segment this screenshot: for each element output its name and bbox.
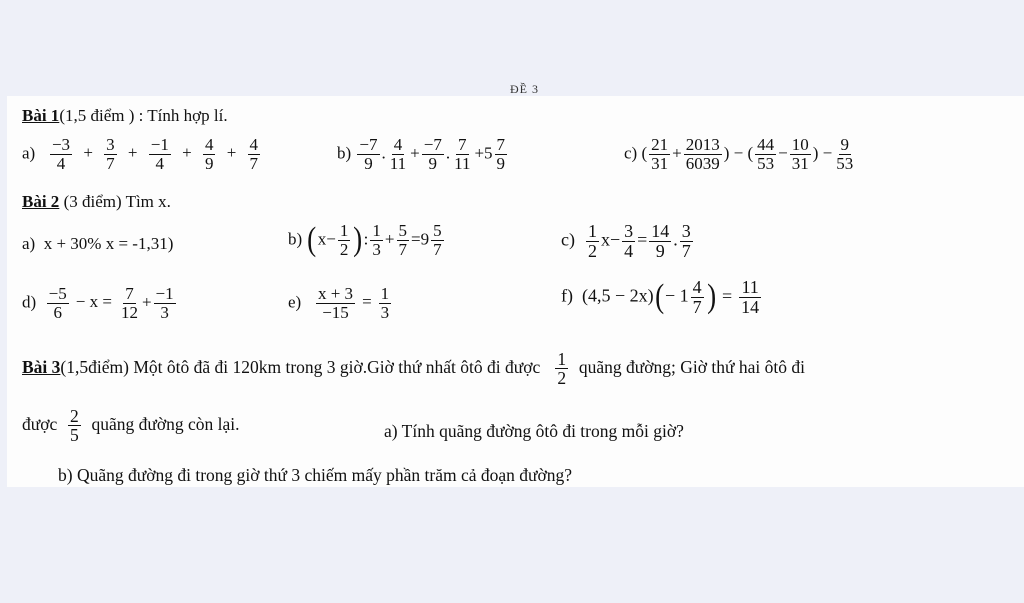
fraction: $\frac{x + 3}{-15}$ bbox=[317, 284, 354, 322]
fraction: $\frac{1}{2}$ bbox=[339, 221, 349, 259]
bai2-d-label: d) bbox=[22, 292, 37, 312]
fraction: $\frac{14}{9}$ bbox=[651, 221, 670, 261]
fraction: $\frac{3}{4}$ bbox=[624, 221, 634, 261]
fraction: $\frac{1}{2}$ bbox=[587, 221, 597, 261]
fraction: $\frac{44}{53}$ bbox=[757, 135, 775, 173]
bai2-heading bbox=[22, 192, 171, 212]
fraction: $\frac{-1}{3}$ bbox=[155, 284, 174, 322]
fraction: $\frac{1}{2}$ bbox=[557, 349, 567, 389]
bai3-number: Bài 3 bbox=[22, 356, 61, 377]
fraction: $\frac{21}{31}$ bbox=[651, 135, 669, 173]
bai1-c-label: c) bbox=[624, 143, 638, 163]
bai1-b-label: b) bbox=[337, 143, 352, 163]
bai1-item-c: c) ( $\frac{21}{31}$ + $\frac{2013}{6039}$ ) − ( $\frac{44}{53}$ − $\frac{10}{31}$ ) − $\frac{9}{53}$ bbox=[624, 135, 854, 173]
fraction: $\frac{-7}{9}$ bbox=[359, 135, 378, 173]
fraction: $\frac{1}{3}$ bbox=[372, 221, 381, 259]
bai2-a-equation: x + 30% x = -1,31) bbox=[43, 234, 174, 253]
fraction: $\frac{1}{3}$ bbox=[380, 284, 390, 322]
fraction: $\frac{4}{7}$ bbox=[692, 277, 702, 317]
exam-header-mark: ĐỀ 3 bbox=[510, 82, 539, 96]
bai1-a-label: a) bbox=[22, 143, 36, 163]
bai2-item-b: b) (x− $\frac{1}{2}$ ): $\frac{1}{3}$ + $\frac{5}{7}$ =9 $\frac{5}{7}$ bbox=[288, 221, 442, 259]
bai1-item-a: a) $\frac{-3}{4}$ + $\frac{3}{7}$ + $\frac{-1}{4}$ + $\frac{4}{9}$ + $\frac{4}{7}$ bbox=[22, 135, 259, 173]
bai1-item-b: b) $\frac{-7}{9}$ . $\frac{4}{11}$ + $\frac{-7}{9}$ . $\frac{7}{11}$ +5 $\frac{7}{9}$ bbox=[337, 135, 506, 173]
fraction: $\frac{4}{7}$ bbox=[249, 135, 259, 173]
fraction: $\frac{7}{11}$ bbox=[454, 135, 471, 173]
fraction: $\frac{10}{31}$ bbox=[791, 135, 809, 173]
fraction: $\frac{4}{9}$ bbox=[204, 135, 214, 173]
fraction: $\frac{5}{7}$ bbox=[433, 221, 442, 259]
fraction: $\frac{-3}{4}$ bbox=[51, 135, 71, 173]
bai3-line-2: được $\frac{2}{5}$ quãng đường còn lại. bbox=[22, 406, 240, 446]
bai2-item-e: e) $\frac{x + 3}{-15}$ = $\frac{1}{3}$ bbox=[288, 284, 390, 322]
bai2-b-label: b) bbox=[288, 229, 303, 249]
bai3-question-b: b) Quãng đường đi trong giờ thứ 3 chiếm mấy phần trăm cả đoạn đường? bbox=[58, 465, 573, 485]
bai2-e-label: e) bbox=[288, 292, 302, 312]
bai2-item-d: d) $\frac{-5}{6}$ − x = $\frac{7}{12}$ + $\frac{-1}{3}$ bbox=[22, 284, 174, 322]
fraction: $\frac{2013}{6039}$ bbox=[685, 135, 720, 173]
fraction: $\frac{7}{12}$ bbox=[120, 284, 138, 322]
fraction: $\frac{-1}{4}$ bbox=[150, 135, 169, 173]
bai2-f-label: f) bbox=[561, 285, 573, 306]
bai2-number: Bài 2 bbox=[22, 192, 60, 211]
fraction: $\frac{4}{11}$ bbox=[389, 135, 407, 173]
bai2-c-label: c) bbox=[561, 229, 575, 250]
bai2-item-f: f) (4,5 − 2x)(− 1 $\frac{4}{7}$ ) = $\frac{11}{14}$ bbox=[561, 277, 760, 317]
bai1-title: (1,5 điểm ) : Tính hợp lí. bbox=[59, 106, 228, 125]
fraction: $\frac{11}{14}$ bbox=[741, 277, 760, 317]
fraction: $\frac{7}{9}$ bbox=[496, 135, 506, 173]
fraction: $\frac{2}{5}$ bbox=[70, 406, 79, 446]
bai2-a-label: a) bbox=[22, 234, 36, 253]
fraction: $\frac{-5}{6}$ bbox=[48, 284, 67, 322]
fraction: $\frac{5}{7}$ bbox=[398, 221, 407, 259]
bai3-line-1: Bài 3(1,5điểm) Một ôtô đã đi 120km trong 3 giờ.Giờ thứ nhất ôtô đi được $\frac{1}{2}$ quãng đường; Giờ thứ hai ôtô đi bbox=[22, 349, 805, 389]
bai1-number: Bài 1 bbox=[22, 106, 60, 125]
bai3-question-a: a) Tính quãng đường ôtô đi trong mỗi giờ? bbox=[384, 421, 684, 441]
fraction: $\frac{3}{7}$ bbox=[106, 135, 115, 173]
fraction: $\frac{9}{53}$ bbox=[836, 135, 854, 173]
fraction: $\frac{3}{7}$ bbox=[681, 221, 691, 261]
bai2-item-c: c) $\frac{1}{2}$ x− $\frac{3}{4}$ = $\frac{14}{9}$ . $\frac{3}{7}$ bbox=[561, 221, 691, 261]
bai2-item-a bbox=[22, 234, 173, 254]
fraction: $\frac{-7}{9}$ bbox=[423, 135, 442, 173]
bai2-title: (3 điểm) Tìm x. bbox=[59, 192, 171, 211]
bai1-heading bbox=[22, 106, 228, 126]
